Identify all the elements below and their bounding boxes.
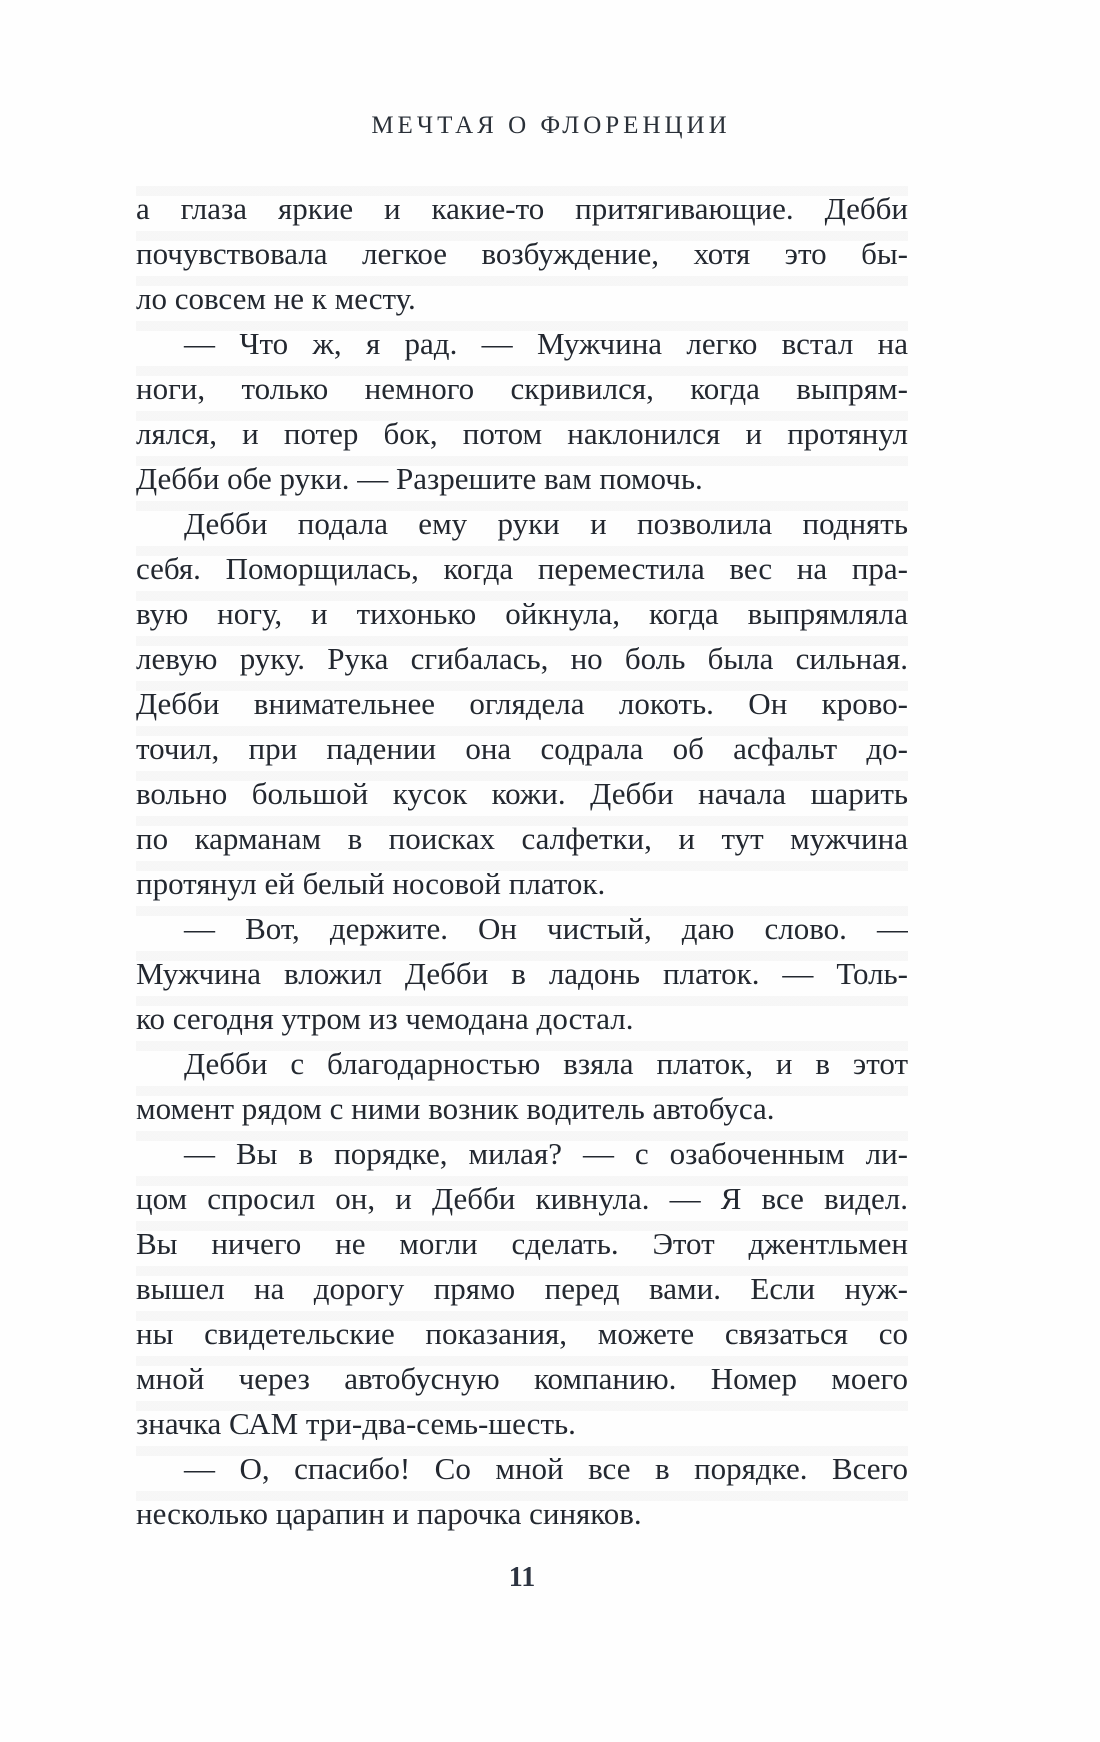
text-line: вольно большой кусок кожи. Дебби начала шарить <box>136 776 908 811</box>
text-line: по карманам в поисках салфетки, и тут мужчина <box>136 821 908 856</box>
text-line: ны свидетельские показания, можете связаться со <box>136 1316 908 1351</box>
text-line: вую ногу, и тихонько ойкнула, когда выпрямляла <box>136 596 908 631</box>
text-line: Дебби подала ему руки и позволила поднять <box>184 506 908 541</box>
text-line: значка САМ три-два-семь-шесть. <box>136 1406 576 1441</box>
text-line: — О, спасибо! Со мной все в порядке. Всего <box>184 1451 908 1486</box>
text-line: ло совсем не к месту. <box>136 281 416 316</box>
running-head-title: МЕЧТАЯ О ФЛОРЕНЦИИ <box>371 112 731 139</box>
text-line: цом спросил он, и Дебби кивнула. — Я все видел. <box>136 1181 908 1216</box>
text-block <box>136 186 908 1536</box>
text-line: точил, при падении она содрала об асфальт до- <box>136 731 908 766</box>
text-line: Вы ничего не могли сделать. Этот джентльмен <box>136 1226 908 1261</box>
text-line: протянул ей белый носовой платок. <box>136 866 606 901</box>
text-line: момент рядом с ними возник водитель автобуса. <box>136 1091 775 1126</box>
text-line: несколько царапин и парочка синяков. <box>136 1496 642 1531</box>
text-line: левую руку. Рука сгибалась, но боль была сильная. <box>136 641 908 676</box>
text-line: Дебби обе руки. — Разрешите вам помочь. <box>136 461 703 496</box>
text-line: ко сегодня утром из чемодана достал. <box>136 1001 634 1036</box>
text-line: Дебби с благодарностью взяла платок, и в этот <box>184 1046 908 1081</box>
text-line: лялся, и потер бок, потом наклонился и протянул <box>136 416 908 451</box>
text-line: а глаза яркие и какие-то притягивающие. Дебби <box>136 191 908 226</box>
text-line: ноги, только немного скривился, когда выпрям- <box>136 371 908 406</box>
text-line: мной через автобусную компанию. Номер моего <box>136 1361 908 1396</box>
text-line: почувствовала легкое возбуждение, хотя это бы- <box>136 236 908 271</box>
text-line: — Вот, держите. Он чистый, даю слово. — <box>184 911 908 946</box>
text-line: вышел на дорогу прямо перед вами. Если нуж- <box>136 1271 908 1306</box>
text-line: Дебби внимательнее оглядела локоть. Он крово- <box>136 686 908 721</box>
text-line: себя. Поморщилась, когда переместила вес на пра- <box>136 551 908 586</box>
text-line: — Вы в порядке, милая? — с озабоченным ли- <box>184 1136 908 1171</box>
page-number: 11 <box>508 1562 536 1593</box>
text-line: Мужчина вложил Дебби в ладонь платок. — Толь- <box>136 956 908 991</box>
text-line: — Что ж, я рад. — Мужчина легко встал на <box>184 326 908 361</box>
